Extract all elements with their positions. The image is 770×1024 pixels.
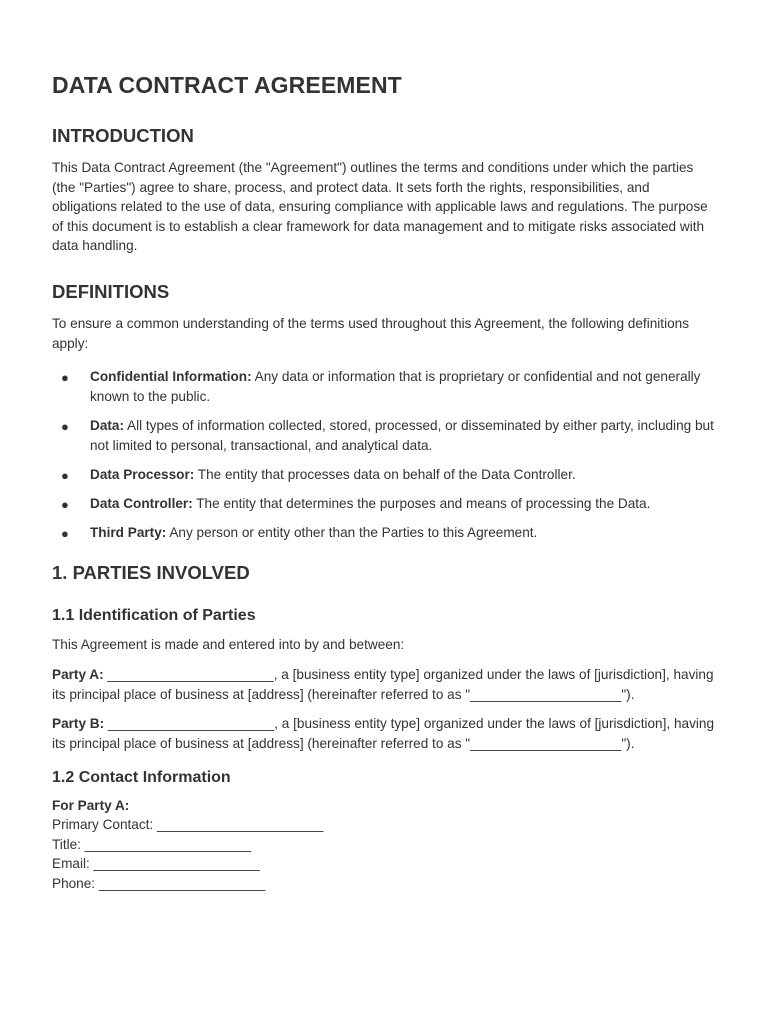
bullet-icon: ● — [61, 496, 69, 512]
section-1-2-heading: 1.2 Contact Information — [52, 768, 231, 786]
section-1-heading: 1. PARTIES INVOLVED — [52, 561, 250, 583]
bullet-icon: ● — [61, 526, 69, 542]
definition-term: Data Processor: — [90, 466, 195, 482]
list-item — [52, 494, 714, 514]
bullet-icon: ● — [61, 370, 69, 386]
for-party-a-text: For Party A: — [52, 797, 130, 813]
document-title: DATA CONTRACT AGREEMENT — [52, 72, 402, 98]
bullet-icon: ● — [61, 418, 69, 434]
email-line: Email: ______________________ — [52, 856, 260, 872]
definition-text: Any data or information that is proprietary or confidential and not generally known to the public. — [90, 369, 701, 404]
definition-term: Confidential Information: — [90, 369, 252, 385]
definition-text: All types of information collected, stored, processed, or disseminated by either party, including but not limited to personal, transactional, and analytical data. — [90, 417, 714, 453]
party-b-label: Party B: — [52, 716, 105, 732]
list-item — [52, 416, 714, 455]
party-a-text: ______________________, a [business entity type] organized under the laws of [jurisdiction], having its principal place of business at [address] (hereinafter referred to as "____________________"). — [52, 667, 714, 702]
title-line: Title: ______________________ — [52, 836, 252, 852]
section-1-1-heading: 1.1 Identification of Parties — [52, 606, 256, 624]
parties-intro: This Agreement is made and entered into by and between: — [52, 636, 405, 652]
list-item — [52, 465, 714, 485]
list-item — [52, 523, 714, 543]
definitions-heading: DEFINITIONS — [52, 280, 170, 302]
definition-text: The entity that processes data on behalf of the Data Controller. — [194, 466, 576, 482]
introduction-heading: INTRODUCTION — [52, 125, 194, 146]
introduction-body: This Data Contract Agreement (the "Agreement") outlines the terms and conditions under which the parties (the "Parties") agree to share, process, and protect data. It sets forth the rights, responsibilities, and obligations related to the use of data, ensuring compliance with applicable laws and regulations. The purpose of this document is to establish a clear framework for data management and to mitigate risks associated with data handling. — [52, 160, 708, 254]
bullet-icon: ● — [61, 467, 69, 483]
definition-term: Third Party: — [90, 525, 167, 541]
phone-line: Phone: ______________________ — [52, 876, 266, 892]
for-party-a-label — [52, 796, 714, 816]
primary-contact-line: Primary Contact: ______________________ — [52, 817, 324, 833]
definition-term: Data Controller: — [90, 495, 193, 511]
definition-term: Data: — [90, 417, 124, 433]
definitions-list — [52, 367, 714, 543]
party-b-paragraph — [52, 714, 714, 753]
party-a-label: Party A: — [52, 667, 104, 683]
definitions-intro: To ensure a common understanding of the terms used throughout this Agreement, the following definitions apply: — [52, 315, 690, 351]
party-a-paragraph — [52, 665, 714, 704]
list-item — [52, 367, 714, 406]
definition-text: Any person or entity other than the Parties to this Agreement. — [166, 525, 538, 541]
party-b-text: ______________________, a [business entity type] organized under the laws of [jurisdiction], having its principal place of business at [address] (hereinafter referred to as "____________________"). — [52, 716, 715, 752]
definition-text: The entity that determines the purposes and means of processing the Data. — [192, 495, 651, 511]
